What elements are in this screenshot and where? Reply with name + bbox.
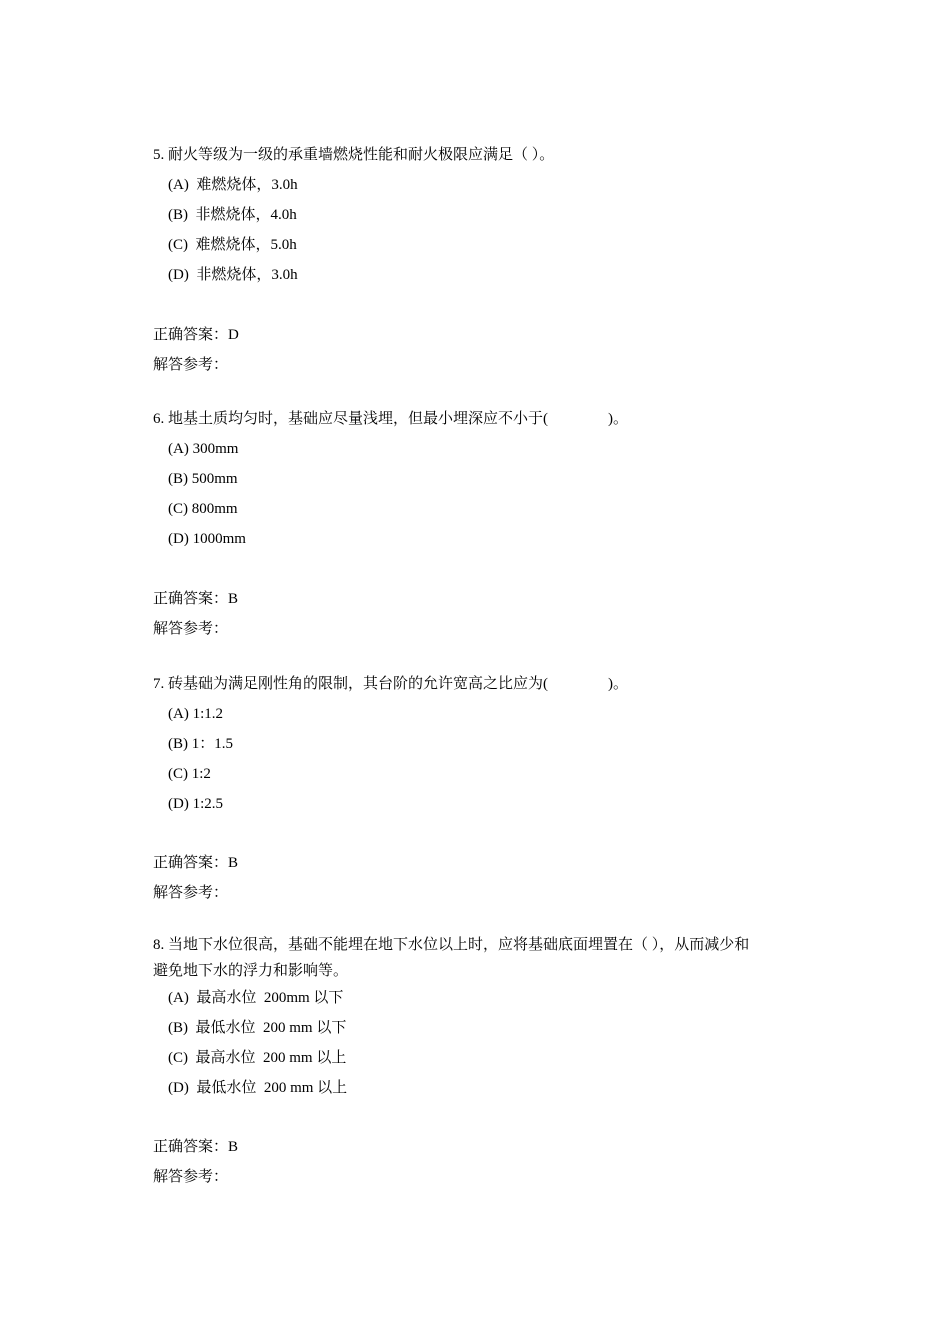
question-8-answer: 正确答案：B <box>153 1139 239 1155</box>
question-8-stem-line-1: 8. 当地下水位很高，基础不能埋在地下水位以上时，应将基础底面埋置在（ ），从而减少和 <box>153 937 750 953</box>
question-8-option-c: (C) 最高水位 200 mm 以上 <box>168 1050 347 1066</box>
question-5-reference: 解答参考： <box>153 357 229 373</box>
question-6-option-b: (B) 500mm <box>168 471 238 487</box>
question-7-option-b: (B) 1：1.5 <box>168 736 233 752</box>
question-5-option-a: (A) 难燃烧体，3.0h <box>168 177 298 193</box>
question-7-stem: 7. 砖基础为满足刚性角的限制，其台阶的允许宽高之比应为( )。 <box>153 676 628 692</box>
question-6-option-a: (A) 300mm <box>168 441 239 457</box>
question-7-option-d: (D) 1:2.5 <box>168 796 223 812</box>
question-5-answer: 正确答案：D <box>153 327 239 343</box>
question-7-option-a: (A) 1:1.2 <box>168 706 223 722</box>
question-7-reference: 解答参考： <box>153 885 229 901</box>
question-6-option-c: (C) 800mm <box>168 501 238 517</box>
question-8-reference: 解答参考： <box>153 1169 229 1185</box>
question-7-option-c: (C) 1:2 <box>168 766 211 782</box>
question-5-option-d: (D) 非燃烧体，3.0h <box>168 267 298 283</box>
question-6-reference: 解答参考： <box>153 621 229 637</box>
question-6-answer: 正确答案：B <box>153 591 239 607</box>
question-8-option-d: (D) 最低水位 200 mm 以上 <box>168 1080 348 1096</box>
question-8-option-a: (A) 最高水位 200mm 以下 <box>168 990 344 1006</box>
question-6-option-d: (D) 1000mm <box>168 531 246 547</box>
question-8-stem-line-2: 避免地下水的浮力和影响等。 <box>153 963 349 979</box>
question-5-option-b: (B) 非燃烧体，4.0h <box>168 207 297 223</box>
question-6-stem: 6. 地基土质均匀时，基础应尽量浅埋，但最小埋深应不小于( )。 <box>153 411 628 427</box>
question-5-option-c: (C) 难燃烧体，5.0h <box>168 237 297 253</box>
question-7-answer: 正确答案：B <box>153 855 239 871</box>
question-8-option-b: (B) 最低水位 200 mm 以下 <box>168 1020 347 1036</box>
question-5-stem: 5. 耐火等级为一级的承重墙燃烧性能和耐火极限应满足（ ）。 <box>153 147 555 163</box>
